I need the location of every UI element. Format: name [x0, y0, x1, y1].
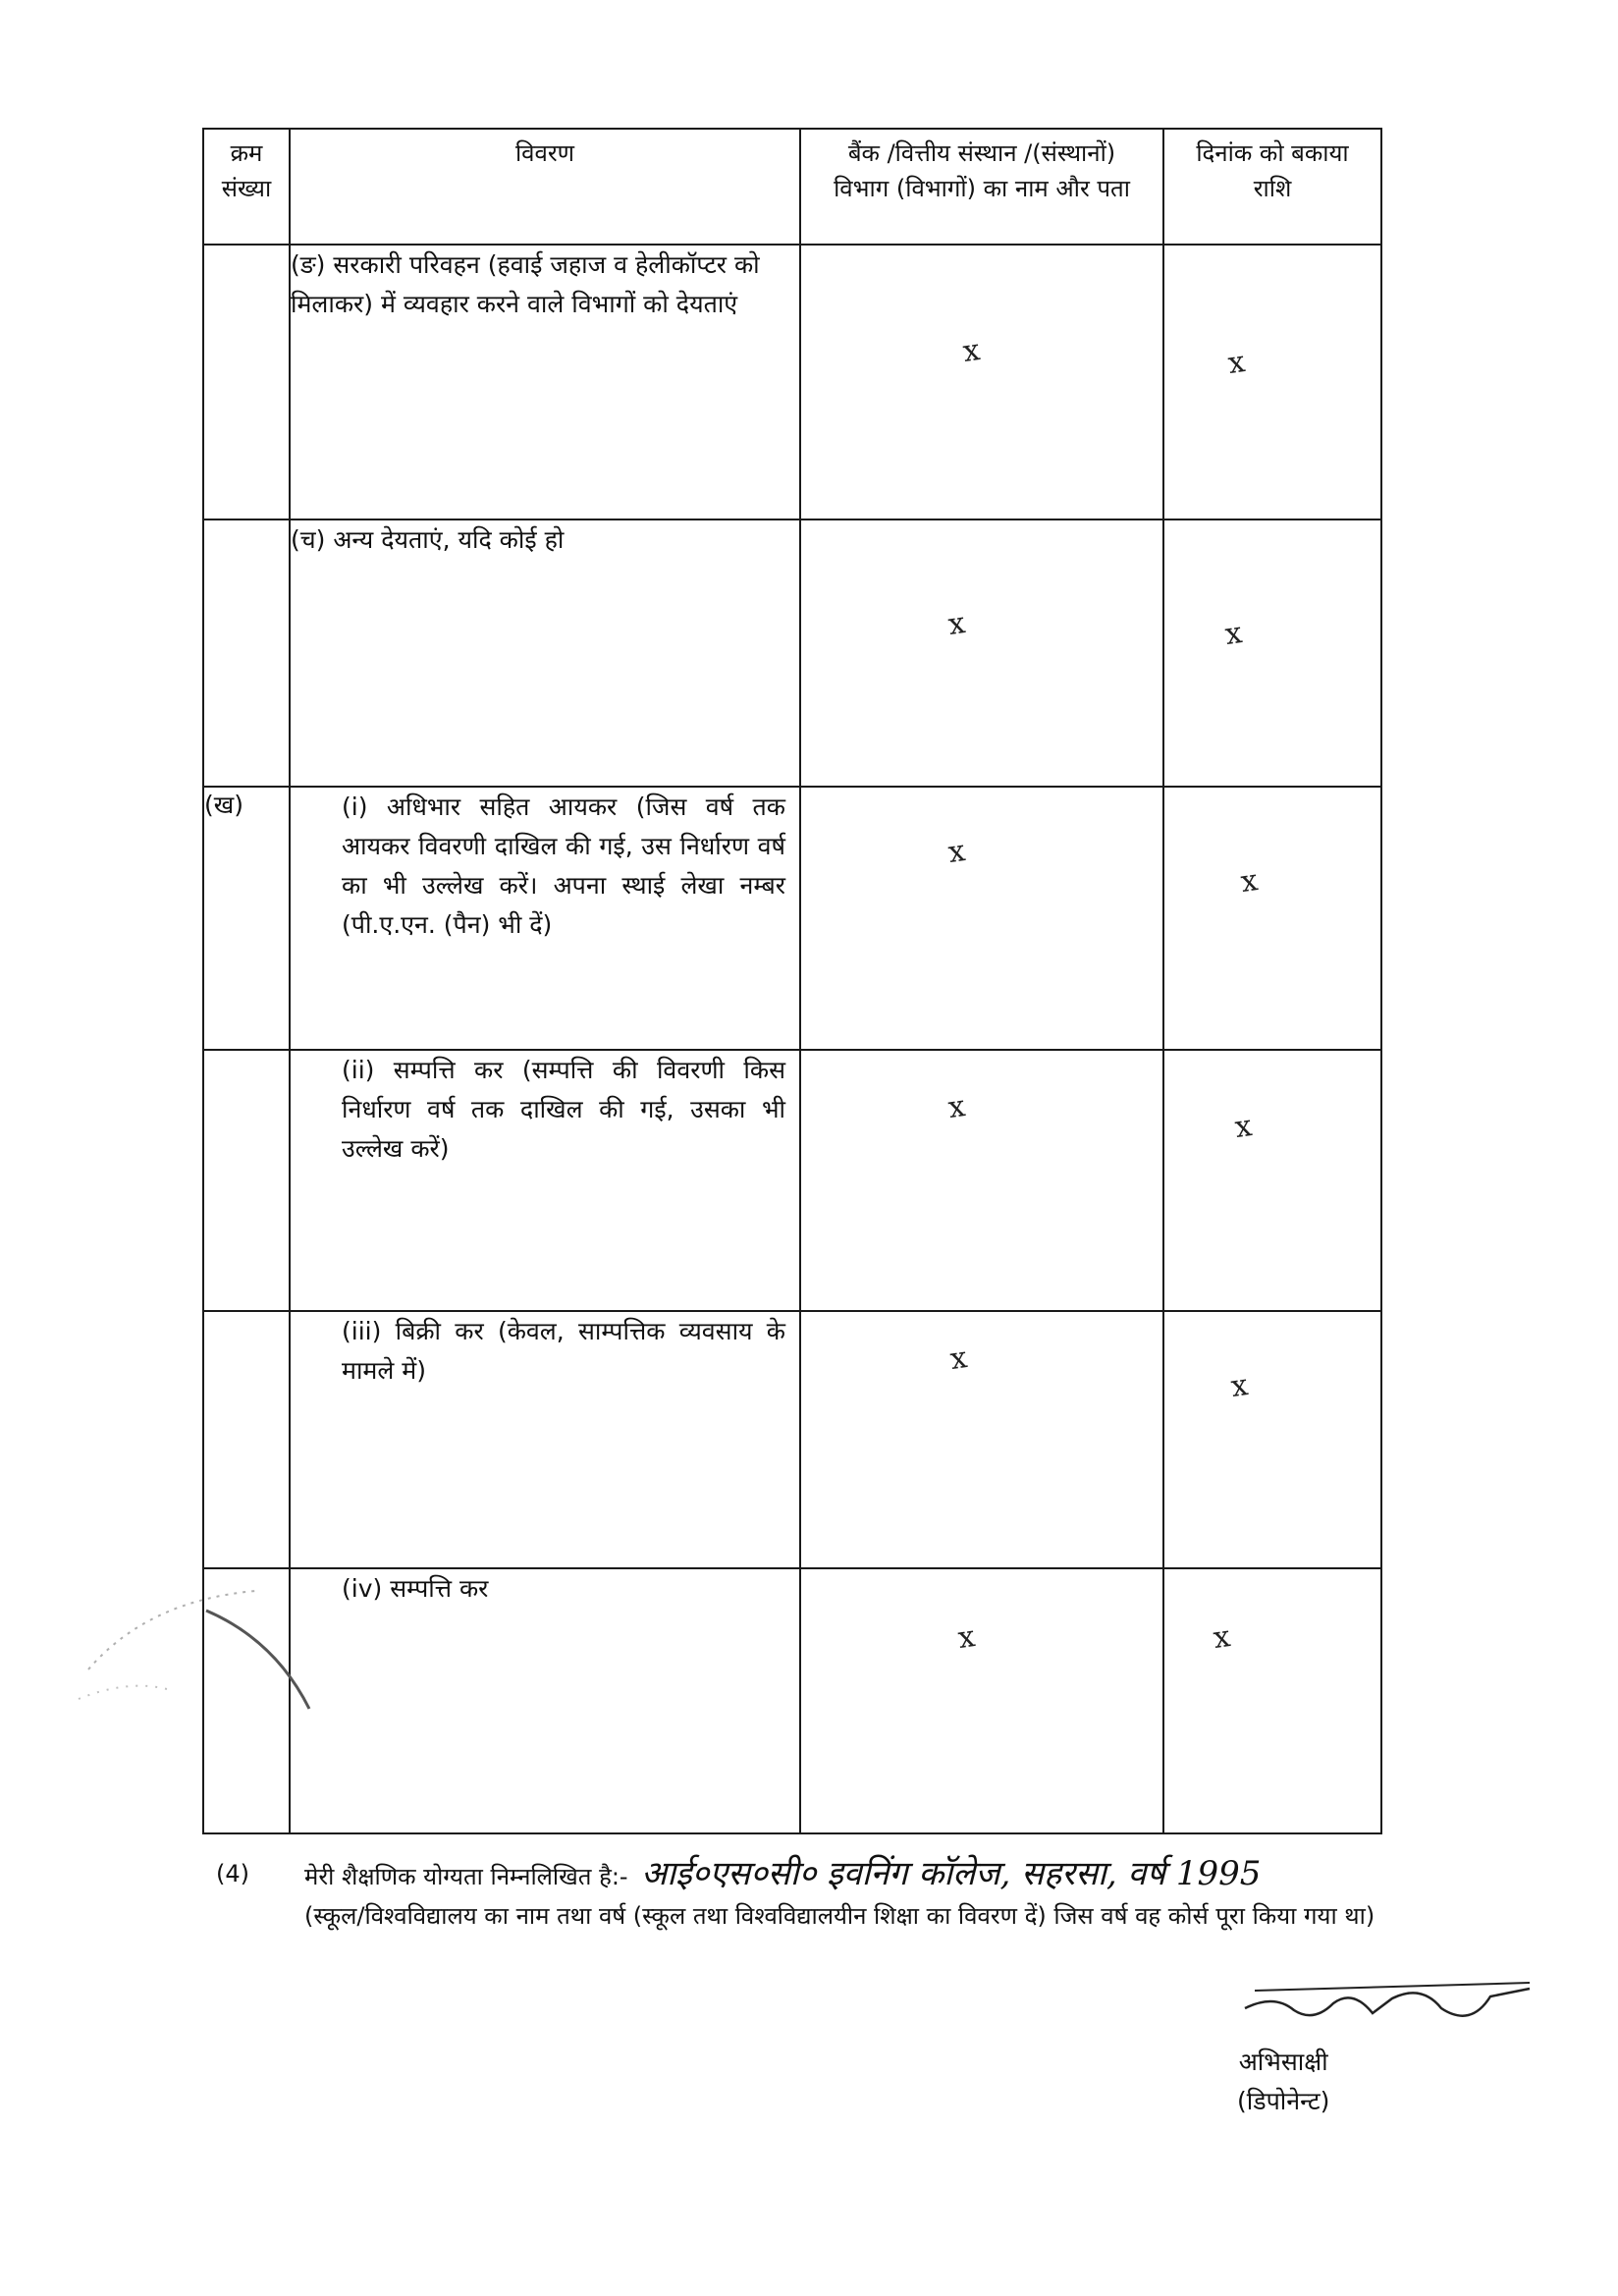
- table-row: [203, 519, 1381, 787]
- table-row: [203, 1050, 1381, 1311]
- cross-mark: x: [1238, 862, 1261, 901]
- table-row: [203, 1568, 1381, 1833]
- cross-mark: x: [947, 1339, 970, 1378]
- cross-mark: x: [1232, 1108, 1255, 1146]
- qualification-label: मेरी शैक्षणिक योग्यता निम्नलिखित है:-: [304, 1863, 628, 1890]
- row-description: (ङ) सरकारी परिवहन (हवाई जहाज व हेलीकॉप्टर को मिलाकर) में व्यवहार करने वाले विभागों को देयताएं: [290, 245, 800, 519]
- cross-mark: x: [1211, 1618, 1233, 1657]
- row-serial: [203, 1050, 290, 1311]
- header-institution: बैंक /वित्तीय संस्थान /(संस्थानों) विभाग (विभागों) का नाम और पता: [800, 129, 1163, 245]
- row-serial: [203, 1311, 290, 1568]
- table-header-row: [203, 129, 1381, 245]
- row-description: (ii) सम्पत्ति कर (सम्पत्ति की विवरणी किस निर्धारण वर्ष तक दाखिल की गई, उसका भी उल्लेख करें): [290, 1050, 800, 1311]
- signer-block: [1237, 2043, 1329, 2121]
- qualification-instructions: (स्कूल/विश्वविद्यालय का नाम तथा वर्ष (स्कूल तथा विश्वविद्यालयीन शिक्षा का विवरण दें) जिस वर्ष वह कोर्स पूरा किया गया था): [304, 1902, 1375, 1930]
- row-description: (iv) सम्पत्ति कर: [290, 1568, 800, 1833]
- table-row: [203, 245, 1381, 519]
- cross-mark: x: [945, 1088, 968, 1126]
- cross-mark: x: [945, 833, 968, 871]
- header-serial: क्रम संख्या: [203, 129, 290, 245]
- section-number: (4): [216, 1860, 249, 1887]
- header-balance: दिनांक को बकाया राशि: [1163, 129, 1381, 245]
- liabilities-table: [202, 128, 1382, 1834]
- faded-stamp-mark: [59, 1561, 353, 1758]
- row-serial: [203, 245, 290, 519]
- table-row: [203, 1311, 1381, 1568]
- cross-mark: x: [960, 332, 983, 370]
- cross-mark: x: [1222, 615, 1245, 653]
- row-serial: (ख): [203, 787, 290, 1050]
- cross-mark: x: [1228, 1367, 1251, 1405]
- row-description: (i) अधिभार सहित आयकर (जिस वर्ष तक आयकर विवरणी दाखिल की गई, उस निर्धारण वर्ष का भी उल्लेख करें। अपना स्थाई लेखा नम्बर (पी.ए.एन. (पैन) भी दें): [290, 787, 800, 1050]
- cross-mark: x: [955, 1618, 978, 1657]
- row-description: (च) अन्य देयताएं, यदि कोई हो: [290, 519, 800, 787]
- handwritten-qualification: आई०एस०सी० इवनिंग कॉलेज, सहरसा, वर्ष 1995: [641, 1854, 1262, 1893]
- deponent-signature: [1235, 1969, 1549, 2048]
- row-description: (iii) बिक्री कर (केवल, साम्पत्तिक व्यवसाय के मामले में): [290, 1311, 800, 1568]
- row-serial: [203, 519, 290, 787]
- header-description: विवरण: [290, 129, 800, 245]
- table-row: [203, 787, 1381, 1050]
- cross-mark: x: [1225, 344, 1248, 382]
- cross-mark: x: [945, 605, 968, 643]
- section-body: [304, 1854, 1384, 1936]
- signer-title-english: (डिपोनेन्ट): [1237, 2087, 1330, 2115]
- signer-title: अभिसाक्षी: [1238, 2048, 1328, 2076]
